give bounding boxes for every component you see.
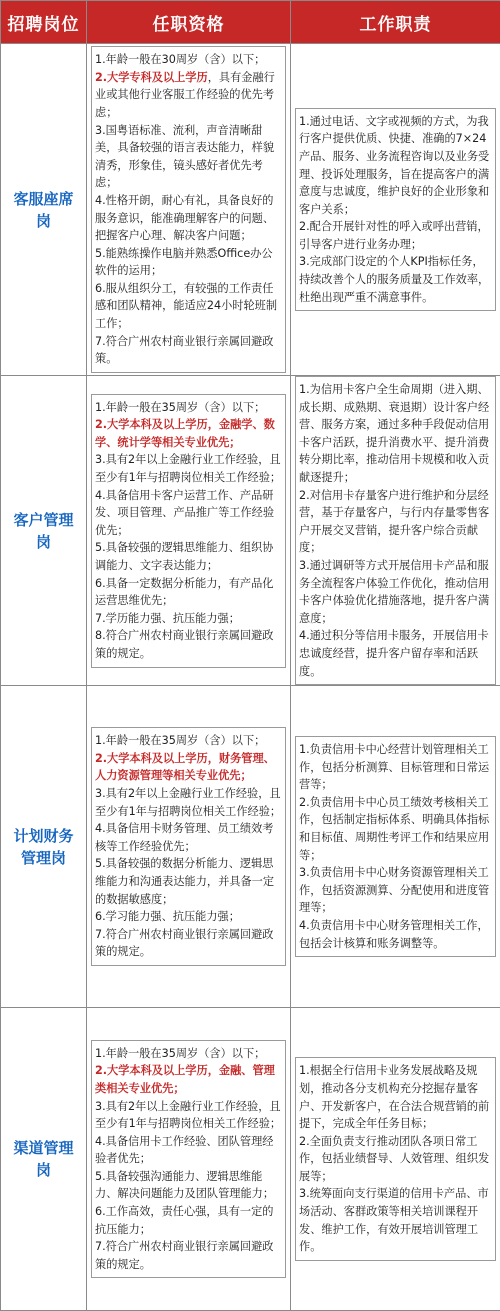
highlighted-requirement: 2.大学本科及以上学历，财务管理、人力资源管理等相关专业优先； (95, 752, 275, 783)
qualification-item (95, 1062, 282, 1097)
table-row (1, 44, 500, 376)
requirement-text: 4.具备信用卡工作经验、团队管理经验者优先； (95, 1135, 274, 1166)
duty-item: 3.通过调研等方式开展信用卡产品和服务全流程客户体验工作优化，推动信用卡客户体验优化措施落地，提升客户满意度； (299, 557, 492, 627)
position-name: 客服座席岗 (1, 44, 87, 376)
requirement-text: 5.能熟练操作电脑并熟悉Office办公软件的运用； (95, 247, 273, 278)
requirement-text: 1.年龄一般在35周岁（含）以下； (95, 734, 265, 747)
qualification-item (95, 1045, 282, 1063)
requirement-text: 3.具有2年以上金融行业工作经验，且至少有1年与招聘岗位相关工作经验； (95, 787, 281, 818)
qualifications-cell (87, 376, 291, 686)
requirement-text: 1.年龄一般在35周岁（含）以下； (95, 1047, 265, 1060)
requirement-text: 5.具备较强的数据分析能力、逻辑思维能力和沟通表达能力，并具备一定的数据敏感度； (95, 857, 274, 905)
table-row (1, 376, 500, 686)
duties-list (295, 108, 496, 312)
qualifications-list (91, 394, 286, 668)
qualifications-list (91, 46, 286, 373)
qualification-item (95, 245, 282, 280)
highlighted-requirement: 2.大学专科及以上学历 (95, 71, 208, 84)
duties-list (295, 736, 496, 957)
requirement-text: 6.具备一定数据分析能力，有产品化运营思维优先； (95, 577, 274, 608)
qualification-item (95, 539, 282, 574)
duty-item: 1.为信用卡客户全生命周期（进入期、成长期、成熟期、衰退期）设计客户经营、服务方案，通过多种手段促动信用卡客户活跃，提升消费水平、提升消费转分期比率，推动信用卡规模和收入贡献逐提升； (299, 381, 492, 487)
requirement-text: 3.具有2年以上金融行业工作经验，且至少有1年与招聘岗位相关工作经验； (95, 1100, 281, 1131)
qualification-item (95, 399, 282, 417)
qualification-item (95, 785, 282, 820)
qualification-item (95, 487, 282, 540)
header-position: 招聘岗位 (1, 1, 87, 44)
requirement-text: 3.具有2年以上金融行业工作经验，且至少有1年与招聘岗位相关工作经验； (95, 453, 281, 484)
requirement-text: 1.年龄一般在35周岁（含）以下； (95, 401, 265, 414)
duty-item: 4.负责信用卡中心财务管理相关工作，包括会计核算和账务调整等。 (299, 917, 492, 952)
qualification-item (95, 1168, 282, 1203)
qualifications-list (91, 1040, 286, 1279)
position-name: 客户管理岗 (1, 376, 87, 686)
qualification-item (95, 1098, 282, 1133)
duty-item: 3.统筹面向支行渠道的信用卡产品、市场活动、客群政策等相关培训课程开发、维护工作，有效开展培训管理工作。 (299, 1185, 492, 1255)
position-name: 渠道管理岗 (1, 1008, 87, 1311)
qualifications-cell (87, 1008, 291, 1311)
duty-item: 3.完成部门设定的个人KPI指标任务，持续改善个人的服务质量及工作效率，杜绝出现严重不满意事件。 (299, 253, 492, 306)
duties-cell (291, 1008, 500, 1311)
duties-cell (291, 44, 500, 376)
duties-list (295, 376, 496, 685)
requirement-text-suffix: ，具有金融行业或其他行业客服工作经验的优先考虑； (95, 71, 275, 119)
qualification-item (95, 451, 282, 486)
requirement-text: 1.年龄一般在30周岁（含）以下； (95, 53, 265, 66)
duty-item: 1.负责信用卡中心经营计划管理相关工作，包括分析测算、目标管理和日常运营等； (299, 741, 492, 794)
qualification-item (95, 69, 282, 122)
requirement-text: 6.学习能力强、抗压能力强； (95, 910, 240, 923)
requirement-text: 3.国粤语标准、流利，声音清晰甜美，具备较强的语言表达能力，样貌清秀，形象佳，镜头感好者优先考虑； (95, 124, 274, 190)
qualification-item (95, 333, 282, 368)
qualification-item (95, 855, 282, 908)
duty-item: 2.配合开展针对性的呼入或呼出营销，引导客户进行业务办理； (299, 218, 492, 253)
qualification-item (95, 192, 282, 245)
qualification-item (95, 732, 282, 750)
qualification-item (95, 575, 282, 610)
duty-item: 2.负责信用卡中心员工绩效考核相关工作，包括制定指标体系、明确具体指标和目标值、周期性考评工作和结果应用等； (299, 794, 492, 864)
duties-list (295, 1057, 496, 1261)
duty-item: 4.通过积分等信用卡服务，开展信用卡忠诚度经营，提升客户留存率和活跃度。 (299, 627, 492, 680)
requirement-text: 4.性格开朗，耐心有礼，具备良好的服务意识，能准确理解客户的问题、把握客户心理、解决客户问题； (95, 194, 274, 242)
requirement-text: 7.符合广州农村商业银行亲属回避政策的规定。 (95, 1240, 274, 1271)
requirement-text: 7.学历能力强、抗压能力强； (95, 612, 240, 625)
highlighted-requirement: 2.大学本科及以上学历，金融学、数学、统计学等相关专业优先； (95, 418, 275, 449)
qualification-item (95, 627, 282, 662)
qualification-item (95, 750, 282, 785)
qualification-item (95, 51, 282, 69)
position-name: 计划财务管理岗 (1, 686, 87, 1008)
requirement-text: 5.具备较强沟通能力、逻辑思维能力、解决问题能力及团队管理能力； (95, 1170, 274, 1201)
requirement-text: 6.工作高效，责任心强，具有一定的抗压能力； (95, 1205, 274, 1236)
duty-item: 1.根据全行信用卡业务发展战略及规划，推动各分支机构充分挖掘存量客户、开发新客户，在合法合规营销的前提下，完成全年任务目标； (299, 1062, 492, 1132)
requirement-text: 6.服从组织分工，有较强的工作责任感和团队精神，能适应24小时轮班制工作； (95, 282, 277, 330)
requirement-text: 5.具备较强的逻辑思维能力、组织协调能力、文字表达能力； (95, 541, 274, 572)
requirement-text: 7.符合广州农村商业银行亲属回避政策。 (95, 335, 274, 366)
duty-item: 3.负责信用卡中心财务资源管理相关工作，包括资源测算、分配使用和进度管理等； (299, 864, 492, 917)
qualification-item (95, 926, 282, 961)
duties-cell (291, 686, 500, 1008)
qualification-item (95, 908, 282, 926)
qualification-item (95, 1203, 282, 1238)
duty-item: 2.全面负责支行推动团队各项日常工作，包括业绩督导、人效管理、组织发展等； (299, 1133, 492, 1186)
duty-item: 1.通过电话、文字或视频的方式，为我行客户提供优质、快捷、准确的7×24产品、服务、业务流程咨询以及业务受理、投诉处理服务，旨在提高客户的满意度与忠诚度，维护良好的企业形象和客户关系； (299, 113, 492, 219)
qualification-item (95, 416, 282, 451)
qualifications-list (91, 727, 286, 966)
highlighted-requirement: 2.大学本科及以上学历，金融、管理类相关专业优先； (95, 1064, 275, 1095)
duty-item: 2.对信用卡存量客户进行维护和分层经营，基于存量客户，与行内存量零售客户开展交叉营销，提升客户综合贡献度； (299, 487, 492, 557)
table-header-row (1, 1, 500, 44)
table-row (1, 1008, 500, 1311)
qualification-item (95, 1133, 282, 1168)
header-duties: 工作职责 (291, 1, 500, 44)
table-row (1, 686, 500, 1008)
requirement-text: 8.符合广州农村商业银行亲属回避政策的规定。 (95, 629, 274, 660)
qualification-item (95, 1238, 282, 1273)
qualifications-cell (87, 44, 291, 376)
requirement-text: 4.具备信用卡客户运营工作、产品研发、项目管理、产品推广等工作经验优先； (95, 489, 274, 537)
qualification-item (95, 280, 282, 333)
requirement-text: 4.具备信用卡财务管理、员工绩效考核等工作经验优先； (95, 822, 274, 853)
header-qualifications: 任职资格 (87, 1, 291, 44)
qualification-item (95, 820, 282, 855)
qualifications-cell (87, 686, 291, 1008)
duties-cell (291, 376, 500, 686)
qualification-item (95, 610, 282, 628)
qualification-item (95, 122, 282, 192)
requirement-text: 7.符合广州农村商业银行亲属回避政策的规定。 (95, 928, 274, 959)
